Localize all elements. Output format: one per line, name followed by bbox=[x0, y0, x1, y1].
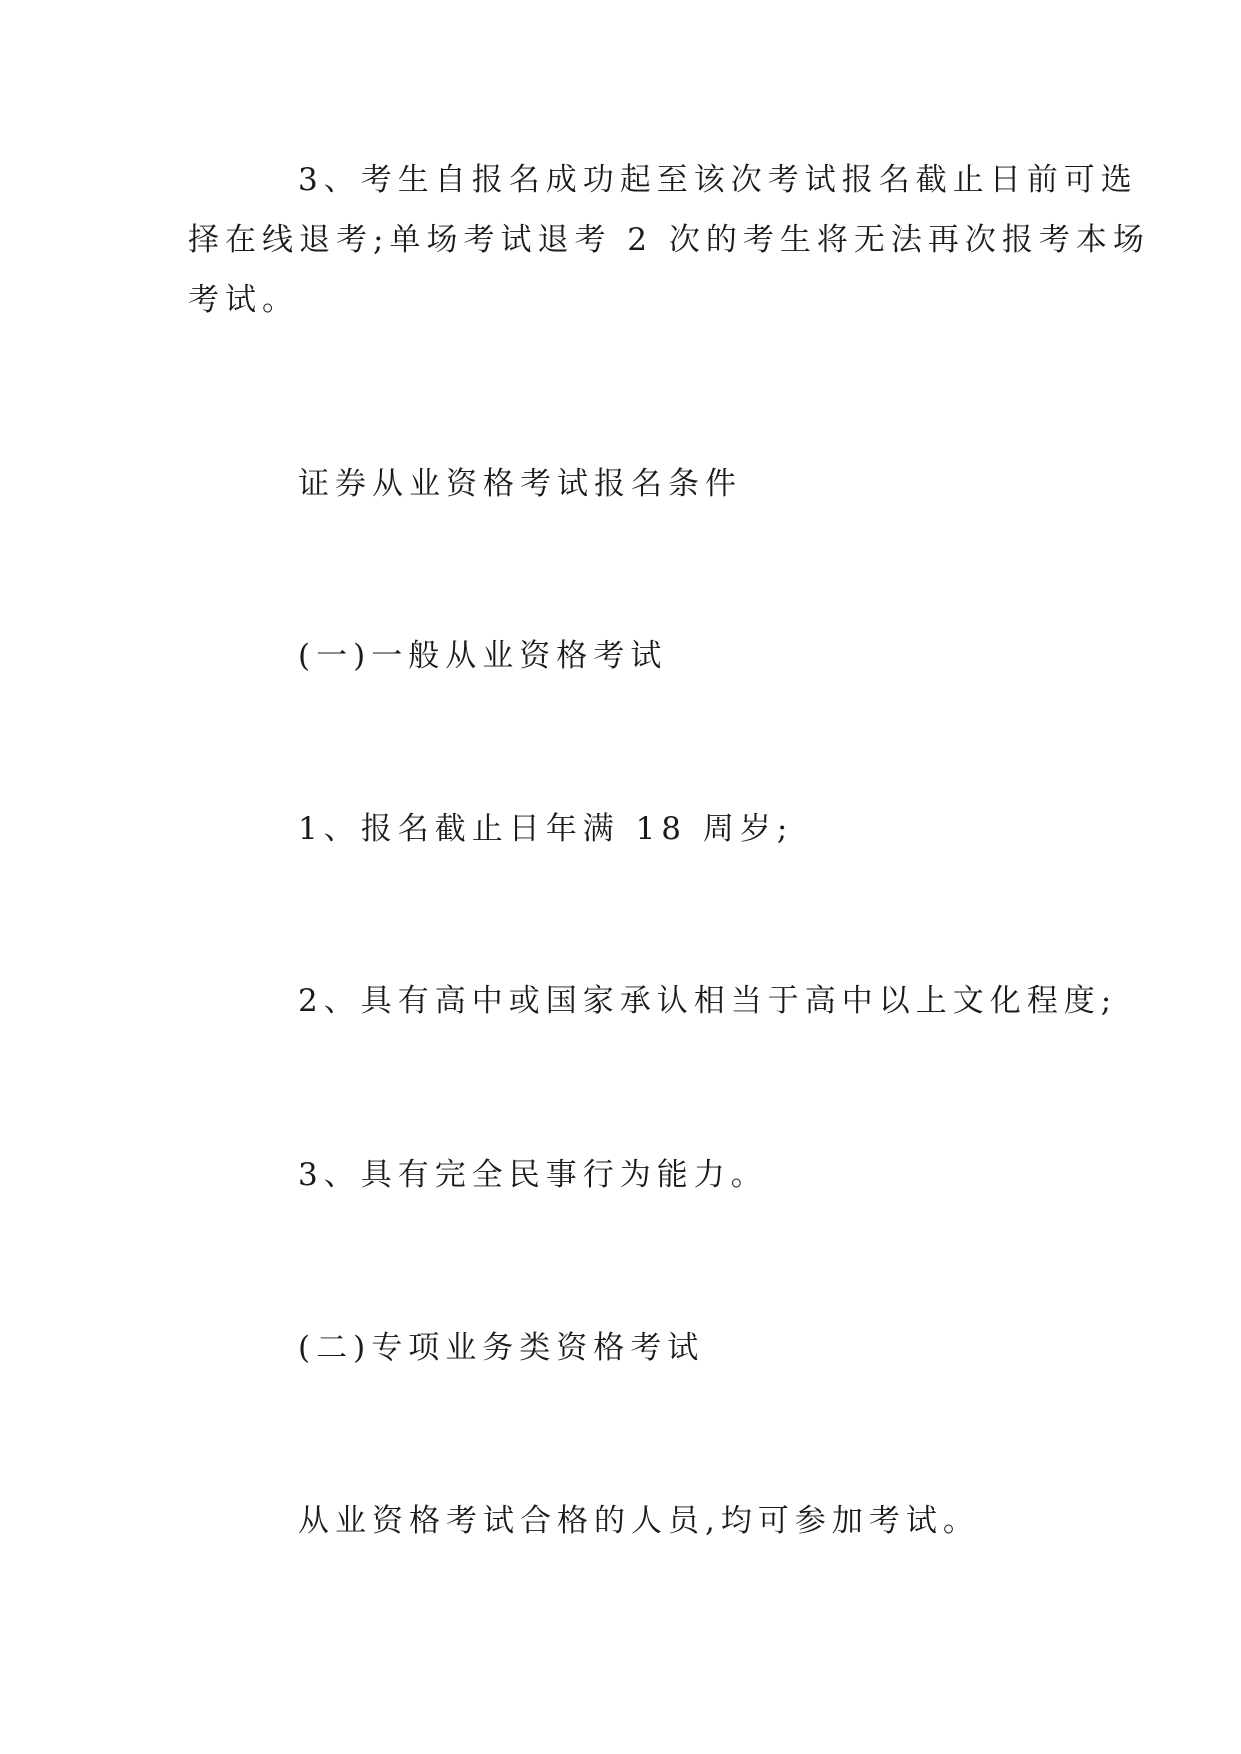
general-requirement-item: 2、具有高中或国家承认相当于高中以上文化程度; bbox=[298, 983, 1118, 1019]
subsection-general-title: (一)一般从业资格考试 bbox=[298, 638, 668, 674]
paragraph-line: 考试。 bbox=[188, 282, 299, 318]
section-title: 证券从业资格考试报名条件 bbox=[298, 466, 742, 502]
paragraph-line: 3、考生自报名成功起至该次考试报名截止日前可选 bbox=[298, 162, 1138, 198]
general-requirement-item: 1、报名截止日年满 18 周岁; bbox=[298, 811, 794, 847]
general-requirement-item: 3、具有完全民事行为能力。 bbox=[298, 1157, 768, 1193]
paragraph-refund-policy bbox=[188, 150, 1150, 330]
special-requirement-text: 从业资格考试合格的人员,均可参加考试。 bbox=[298, 1503, 980, 1539]
subsection-special-title: (二)专项业务类资格考试 bbox=[298, 1330, 705, 1366]
paragraph-line: 择在线退考;单场考试退考 2 次的考生将无法再次报考本场 bbox=[188, 222, 1150, 258]
